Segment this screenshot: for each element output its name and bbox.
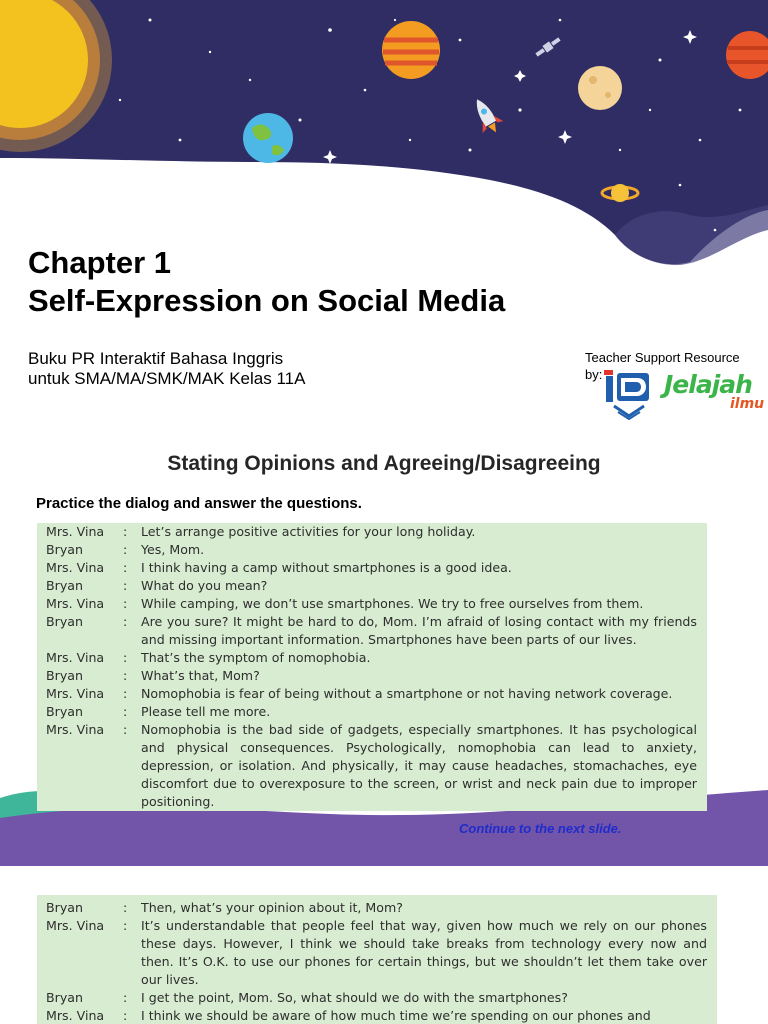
colon: : <box>123 596 128 611</box>
utterance: Then, what’s your opinion about it, Mom? <box>141 900 403 915</box>
dialog-line <box>37 613 707 649</box>
book-class: untuk SMA/MA/SMK/MAK Kelas 11A <box>28 369 306 388</box>
utterance: What do you mean? <box>141 578 268 593</box>
utterance: That’s the symptom of nomophobia. <box>141 650 371 665</box>
colon: : <box>123 686 128 701</box>
speaker: Mrs. Vina <box>46 1008 105 1023</box>
speaker: Bryan <box>46 704 83 719</box>
book-info <box>28 349 305 389</box>
speaker: Bryan <box>46 990 83 1005</box>
colon: : <box>123 614 128 629</box>
colon: : <box>123 668 128 683</box>
colon: : <box>123 918 128 933</box>
dialog-line <box>37 721 707 811</box>
colon: : <box>123 650 128 665</box>
dialog-line <box>37 649 707 667</box>
dialog-line <box>37 685 707 703</box>
colon: : <box>123 560 128 575</box>
utterance: Please tell me more. <box>141 704 271 719</box>
dialog-line <box>37 595 707 613</box>
space-illustration <box>0 0 768 270</box>
speaker: Bryan <box>46 578 83 593</box>
speaker: Mrs. Vina <box>46 722 105 737</box>
utterance: Yes, Mom. <box>141 542 205 557</box>
dialog-line <box>37 577 707 595</box>
tsr-label: Teacher Support Resource <box>585 350 740 365</box>
instruction: Practice the dialog and answer the questions. <box>36 495 362 512</box>
slide-gap <box>0 866 768 893</box>
logo-jelajah: Jelajah <box>664 370 752 399</box>
utterance: Are you sure? It might be hard to do, Mom. I’m afraid of losing contact with my friends and missing important information. Smartphones have been parts of our lives. <box>141 614 697 647</box>
colon: : <box>123 578 128 593</box>
dialog-line <box>37 559 707 577</box>
utterance: Let’s arrange positive activities for your long holiday. <box>141 524 476 539</box>
utterance: I get the point, Mom. So, what should we do with the smartphones? <box>141 990 568 1005</box>
dialog-box-continued <box>37 895 717 1024</box>
utterance: Nomophobia is the bad side of gadgets, especially smartphones. It has psychological and physical consequences. Psychologically, nomophobia can lead to anxiety, depression, or isolation. And physically, it may cause headaches, stomachaches, eye discomfort due to overexposure to the screen, or wrist and neck pain due to improper positioning. <box>141 722 697 809</box>
speaker: Mrs. Vina <box>46 596 105 611</box>
utterance: I think having a camp without smartphones is a good idea. <box>141 560 512 575</box>
utterance: I think we should be aware of how much time we’re spending on our phones and <box>141 1008 651 1023</box>
colon: : <box>123 542 128 557</box>
tsr-by: by: <box>585 367 603 382</box>
colon: : <box>123 524 128 539</box>
colon: : <box>123 990 128 1005</box>
chapter-number: Chapter 1 <box>28 245 171 280</box>
dialog-line <box>37 1007 717 1024</box>
speaker: Mrs. Vina <box>46 650 105 665</box>
dialog-line <box>37 667 707 685</box>
utterance: What’s that, Mom? <box>141 668 260 683</box>
speaker: Bryan <box>46 542 83 557</box>
speaker: Mrs. Vina <box>46 918 105 933</box>
utterance: Nomophobia is fear of being without a smartphone or not having network coverage. <box>141 686 673 701</box>
section-heading: Stating Opinions and Agreeing/Disagreeing <box>167 452 601 475</box>
colon: : <box>123 722 128 737</box>
dialog-line <box>37 899 717 917</box>
utterance: It’s understandable that people feel that way, given how much we rely on our phones these days. However, I think we should take breaks from technology every now and then. It’s O.K. to use our phones for certain things, but we shouldn’t let them take over our lives. <box>141 918 707 987</box>
continue-note: Continue to the next slide. <box>459 821 622 836</box>
utterance: While camping, we don’t use smartphones. We try to free ourselves from them. <box>141 596 644 611</box>
chapter-title <box>28 244 505 320</box>
publisher-logo <box>604 370 768 420</box>
colon: : <box>123 900 128 915</box>
chapter-name: Self-Expression on Social Media <box>28 283 506 318</box>
logo-ilmu: ilmu <box>730 396 765 412</box>
dialog-line <box>37 703 707 721</box>
book-title: Buku PR Interaktif Bahasa Inggris <box>28 349 284 368</box>
speaker: Mrs. Vina <box>46 686 105 701</box>
dialog-line <box>37 541 707 559</box>
colon: : <box>123 704 128 719</box>
intan-pariwara-logo-icon <box>604 370 654 420</box>
dialog-line <box>37 989 717 1007</box>
speaker: Bryan <box>46 614 83 629</box>
dialog-line <box>37 523 707 541</box>
colon: : <box>123 1008 128 1023</box>
dialog-line <box>37 917 717 989</box>
speaker: Mrs. Vina <box>46 524 105 539</box>
dialog-box <box>37 523 707 811</box>
speaker: Mrs. Vina <box>46 560 105 575</box>
speaker: Bryan <box>46 668 83 683</box>
speaker: Bryan <box>46 900 83 915</box>
